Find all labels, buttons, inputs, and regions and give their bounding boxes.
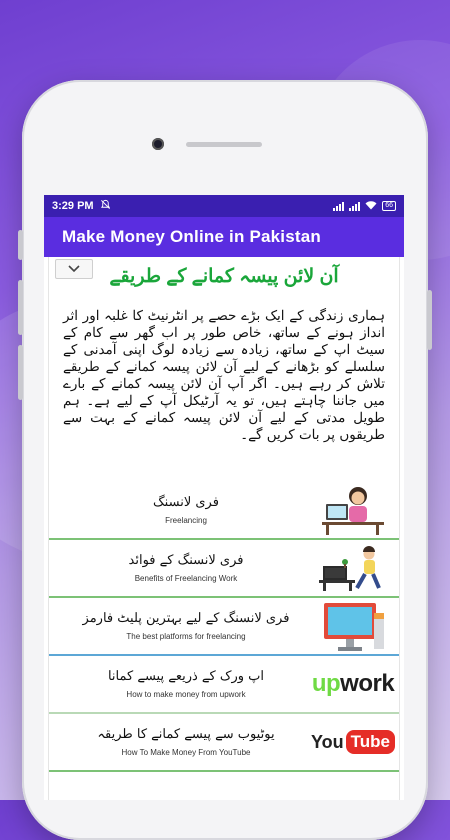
- chevron-down-icon: [68, 265, 80, 273]
- list-item-platforms[interactable]: [49, 598, 399, 656]
- front-camera: [152, 138, 164, 150]
- item-urdu-title: اپ ورک کے ذریعے پیسے کمانا: [107, 669, 265, 684]
- phone-screen: [44, 195, 404, 800]
- article-heading: آن لائن پیسہ کمانے کے طریقے: [109, 266, 339, 287]
- topic-list: [49, 482, 399, 772]
- signal-icon: [333, 202, 344, 211]
- item-urdu-title: فری لانسنگ کے فوائد: [128, 553, 244, 568]
- item-english-title: Freelancing: [165, 516, 207, 525]
- phone-button: [18, 345, 23, 400]
- list-item-upwork[interactable]: [49, 656, 399, 714]
- item-english-title: How to make money from upwork: [126, 690, 246, 699]
- status-bar: [44, 195, 404, 217]
- wifi-icon: [365, 201, 377, 212]
- list-item-benefits[interactable]: [49, 540, 399, 598]
- upwork-logo: upwork: [311, 670, 395, 697]
- app-title: Make Money Online in Pakistan: [62, 227, 321, 246]
- item-english-title: The best platforms for freelancing: [126, 632, 246, 641]
- freelancer-woman-icon: [313, 484, 393, 536]
- battery-icon: 66: [382, 201, 396, 211]
- item-english-title: Benefits of Freelancing Work: [134, 574, 238, 583]
- phone-button: [427, 290, 432, 350]
- phone-button: [18, 230, 23, 260]
- item-urdu-title: فری لانسنگ کے لیے بہترین پلیٹ فارمز: [82, 611, 290, 626]
- item-urdu-title: یوٹیوب سے پیسے کمانے کا طریقہ: [97, 727, 275, 742]
- phone-button: [18, 280, 23, 335]
- article-content[interactable]: [48, 257, 400, 800]
- list-item-freelancing[interactable]: [49, 482, 399, 540]
- item-urdu-title: فری لانسنگ: [153, 495, 219, 510]
- relaxed-freelancer-icon: [313, 542, 393, 594]
- notification-off-icon: [100, 199, 111, 213]
- youtube-logo: You Tube: [313, 716, 393, 768]
- app-bar: [44, 217, 404, 257]
- earpiece-speaker: [186, 142, 262, 147]
- collapse-button[interactable]: [55, 259, 93, 279]
- article-paragraph: ہماری زندگی کے ایک بڑے حصے پر انٹرنیٹ کا غلبہ اور اثر انداز ہونے کے ساتھ، خاص طور پر اب گھر سے کام کے سیٹ اپ کے ساتھ، زیادہ سے زیادہ لوگ اپنی آمدنی کے سلسلے کو بڑھانے کے لیے آن لائن پیسہ کمانے کے طریقے تلاش کر رہے ہیں۔ اگر آپ آن لائن پیسہ کمانے کے بارے میں جاننا چاہتے ہیں، تو یہ آرٹیکل آپ کے لیے ہے۔ ہم طویل مدتی کے لیے آن لائن پیسہ کمانے کے بہت سے طریقوں پر بات کریں گے۔: [63, 308, 385, 443]
- computer-monitor-icon: [313, 600, 393, 652]
- list-item-youtube[interactable]: [49, 714, 399, 772]
- item-english-title: How To Make Money From YouTube: [121, 748, 251, 757]
- signal-icon: [349, 202, 360, 211]
- status-time: 3:29 PM: [52, 200, 94, 212]
